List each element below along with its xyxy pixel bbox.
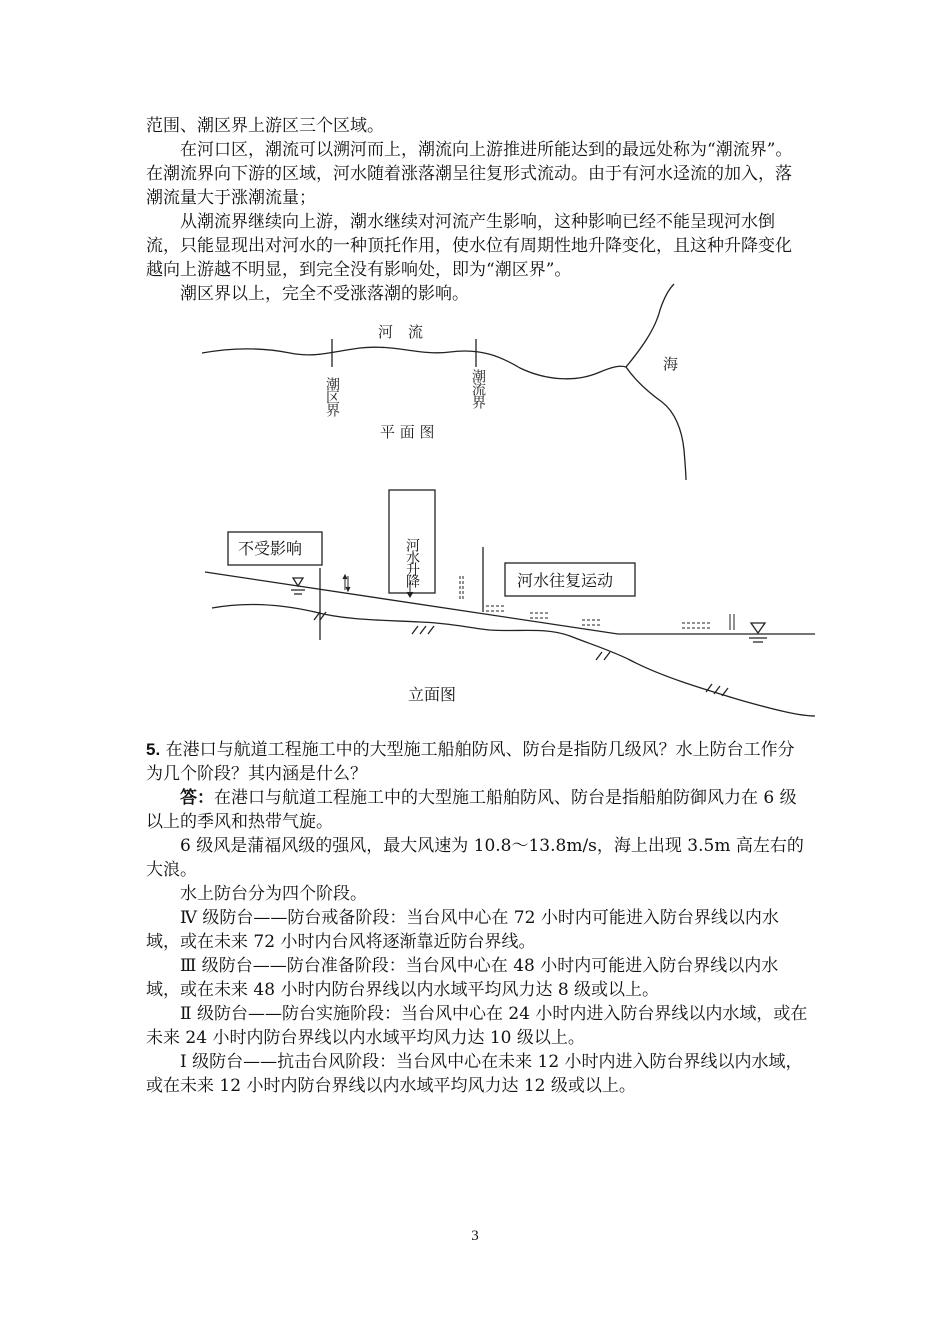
answer-label: 答： [180, 788, 214, 808]
tidal-current-limit-label: 潮流界 [470, 369, 486, 408]
sea-label: 海 [663, 355, 679, 373]
elevation-caption: 立面图 [408, 685, 457, 704]
stages-intro: 水上防台分为四个阶段。 [180, 884, 367, 904]
river-bed-line [212, 605, 815, 716]
water-level-symbol-right [749, 623, 767, 642]
wind-description: 6 级风是蒲福风级的强风，最大风速为 10.8～13.8m/s，海上出现 3.5m 高左右的大浪。 [146, 836, 804, 880]
water-level-symbol-left [291, 578, 305, 594]
stage-3: Ⅲ 级防台——防台准备阶段：当台风中心在 48 小时内可能进入防台界线以内水域，或在未来 48 小时内防台界线以内水域平均风力达 8 级或以上。 [146, 956, 779, 1000]
bed-hatch [314, 612, 728, 696]
river-label: 河 流 [378, 323, 424, 341]
paragraph-2: 在河口区，潮流可以溯河而上，潮流向上游推进所能达到的最远处称为“潮流界”。在潮流界向下游的区域，河水随着涨落潮呈往复形式流动。由于有河水迳流的加入，落潮流量大于涨潮流量； [146, 140, 793, 208]
answer-paragraph [146, 786, 808, 834]
no-effect-label: 不受影响 [238, 539, 303, 558]
paragraph-4: 潮区界以上，完全不受涨落潮的影响。 [180, 284, 469, 304]
arrow-up-down-2 [460, 576, 463, 600]
stage-2: Ⅱ 级防台——防台实施阶段：当台风中心在 24 小时内进入防台界线以内水域，或在未来 24 小时内防台界线以内水域平均风力达 10 级以上。 [146, 1004, 808, 1048]
arrow-horizontal-4 [682, 623, 710, 628]
arrow-horizontal-2 [530, 613, 548, 618]
page-number: 3 [471, 1228, 479, 1244]
answer-text: 在港口与航道工程施工中的大型施工船舶防风、防台是指船舶防御风力在 6 级以上的季风和热带气旋。 [146, 788, 797, 832]
paragraph-1: 范围、潮区界上游区三个区域。 [146, 116, 384, 136]
question-text: 在港口与航道工程施工中的大型施工船舶防风、防台是指防几级风？水上防台工作分为几个阶段？其内涵是什么？ [146, 740, 795, 784]
paragraph-3: 从潮流界继续向上游，潮水继续对河流产生影响，这种影响已经不能呈现河水倒流，只能显现出对河水的一种顶托作用，使水位有周期性地升降变化，且这种升降变化越向上游越不明显，到完全没有影响处，即为“潮区界”。 [146, 212, 792, 280]
plan-caption: 平 面 图 [380, 423, 435, 441]
arrow-up-down-3 [730, 614, 734, 630]
stage-1: Ⅰ 级防台——抗击台风阶段：当台风中心在未来 12 小时内进入防台界线以内水域，或在未来 12 小时内防台界线以内水域平均风力达 12 级或以上。 [146, 1052, 803, 1096]
arrow-horizontal-1 [486, 606, 506, 611]
stage-4: Ⅳ 级防台——防台戒备阶段：当台风中心在 72 小时内可能进入防台界线以内水域，或在未来 72 小时内台风将逐渐靠近防台界线。 [146, 908, 779, 952]
question-number: 5. [146, 740, 161, 759]
rise-fall-label: 河水升降 [404, 538, 420, 586]
arrow-up-down-1 [343, 575, 350, 591]
question-5 [146, 738, 808, 786]
reciprocating-label: 河水往复运动 [517, 571, 614, 590]
arrow-horizontal-3 [582, 620, 602, 625]
tidal-limit-label: 潮区界 [324, 377, 340, 416]
